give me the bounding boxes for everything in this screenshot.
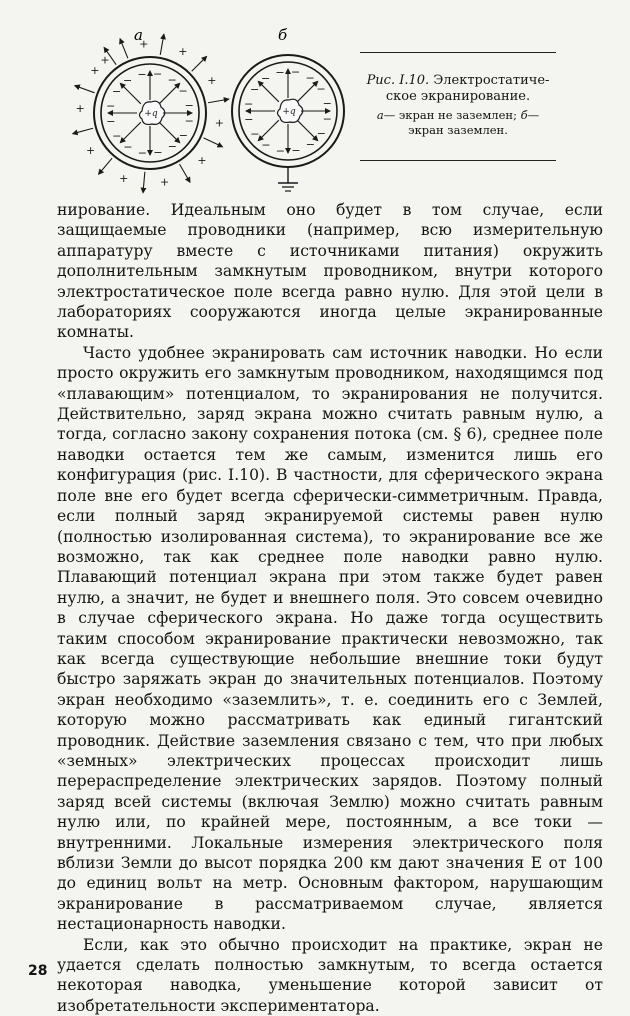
panel-b-label: б [278, 26, 288, 44]
figure-i10 [0, 0, 630, 200]
shielding-diagram [0, 0, 360, 200]
paragraph: Если, как это обычно происходит на практике, экран не удается сделать полностью замкнутым, то всегда остается некоторая наводка, уменьшение которой зависит от изобретательности экспериментатора. [57, 935, 603, 1015]
induced-negative-charge: − [291, 144, 301, 158]
induced-negative-charge: − [178, 84, 188, 98]
induced-positive-charge: + [197, 153, 207, 167]
panel-a-ungrounded [73, 34, 229, 192]
induced-negative-charge: − [123, 73, 133, 87]
center-charge-label: +q [282, 107, 296, 117]
center-charge-label: +q [144, 109, 158, 119]
panel-b-grounded [232, 55, 344, 191]
induced-negative-charge: − [137, 146, 147, 160]
outer-field-line [208, 99, 229, 103]
induced-negative-charge: − [305, 138, 315, 152]
induced-negative-charge: − [106, 99, 116, 113]
induced-positive-charge: + [207, 74, 217, 88]
induced-negative-charge: − [184, 99, 194, 113]
induced-positive-charge: + [214, 116, 224, 130]
induced-negative-charge: − [153, 67, 163, 81]
caption-key-b: б [520, 108, 528, 122]
induced-negative-charge: − [112, 84, 122, 98]
induced-negative-charge: − [153, 146, 163, 160]
induced-negative-charge: − [244, 97, 254, 111]
induced-negative-charge: − [322, 97, 332, 111]
induced-negative-charge: − [112, 129, 122, 143]
outer-field-line [120, 39, 128, 58]
induced-negative-charge: − [261, 138, 271, 152]
caption-key-a: а [376, 108, 384, 122]
induced-negative-charge: − [167, 73, 177, 87]
induced-negative-charge: − [167, 140, 177, 154]
caption-figure-number: Рис. I.10. [366, 73, 430, 88]
induced-positive-charge: + [90, 63, 100, 77]
caption-note-a: — экран не заземлен; [383, 108, 517, 122]
induced-positive-charge: + [139, 37, 149, 51]
body-text [57, 200, 603, 1016]
induced-negative-charge: − [316, 82, 326, 96]
outer-field-line [192, 56, 207, 71]
paragraph: нирование. Идеальным оно будет в том случае, если защищаемые проводники (например, всю измерительную аппаратуру вместе с источниками питания) окружить дополнительным замкнутым проводником, внутри которого электростатическое поле всегда равно нулю. Для этой цели в лабораториях сооружаются иногда целые экранированные комнаты. [57, 201, 603, 342]
outer-field-line [99, 158, 112, 174]
induced-positive-charge: + [159, 175, 170, 189]
induced-negative-charge: − [291, 65, 301, 79]
induced-negative-charge: − [178, 129, 188, 143]
caption-title [360, 73, 556, 105]
induced-negative-charge: − [250, 82, 260, 96]
induced-negative-charge: − [261, 71, 271, 85]
induced-positive-charge: + [119, 171, 129, 185]
induced-positive-charge: + [75, 102, 85, 116]
outer-field-line [75, 86, 95, 93]
induced-negative-charge: − [275, 65, 285, 79]
induced-negative-charge: − [250, 127, 260, 141]
induced-negative-charge: − [184, 114, 194, 128]
induced-positive-charge: + [100, 53, 110, 67]
panel-a-label: а [134, 26, 143, 44]
outer-field-line [203, 138, 222, 147]
induced-positive-charge: + [86, 144, 96, 158]
induced-negative-charge: − [305, 71, 315, 85]
induced-negative-charge: − [106, 114, 116, 128]
induced-negative-charge: − [123, 140, 133, 154]
page-number: 28 [28, 963, 48, 979]
figure-caption [360, 52, 556, 161]
outer-field-line [143, 172, 145, 193]
induced-positive-charge: + [178, 45, 188, 59]
induced-negative-charge: − [275, 144, 285, 158]
induced-negative-charge: − [137, 67, 147, 81]
caption-legend [360, 108, 556, 138]
induced-negative-charge: − [244, 112, 254, 126]
outer-field-line [160, 34, 164, 55]
outer-field-line [73, 128, 93, 133]
caption-title-text: Электростатиче-ское экранирование. [385, 73, 550, 104]
caption-note-b: — экран заземлен. [408, 108, 540, 137]
paragraph: Часто удобнее экранировать сам источник наводки. Но если просто окружить его замкнутым проводником, находящимся под «плавающим» потенциалом, то экранирования не получится. Действительно, заряд экрана можно считать равным нулю, а тогда, согласно закону сохранения потока (см. § 6), среднее поле наводки остается тем же самым, изменится лишь его конфигурация (рис. I.10). В частности, для сферического экрана поле вне его будет всегда сферически-симметричным. Правда, если полный заряд экранируемой системы равен нулю (полностью изолированная система), то экранирование все же возможно, так как среднее поле наводки равно нулю. Плавающий потенциал экрана при этом также будет равен нулю, а значит, не будет и внешнего поля. Это совсем очевидно в случае сферического экрана. Но даже тогда осуществить таким способом экранирование практически невозможно, так как всегда существующие небольшие внешние токи будут быстро заряжать экран до значительных потенциалов. Поэтому экран необходимо «заземлить», т. е. соединить его с Землей, которую можно рассматривать как единый гигантский проводник. Действие заземления связано с тем, что при любых «земных» электрических процессах происходит лишь перераспределение электрических зарядов. Поэтому полный заряд всей системы (включая Землю) можно считать равным нулю или, по крайней мере, постоянным, а все токи — внутренними. Локальные измерения электрического поля вблизи Земли до высот порядка 200 км дают значения E от 100 до единиц вольт на метр. Основным фактором, нарушающим экранирование в рассматриваемом случае, является нестационарность наводки. [57, 343, 603, 934]
outer-field-line [180, 164, 191, 182]
induced-negative-charge: − [322, 112, 332, 126]
induced-negative-charge: − [316, 127, 326, 141]
